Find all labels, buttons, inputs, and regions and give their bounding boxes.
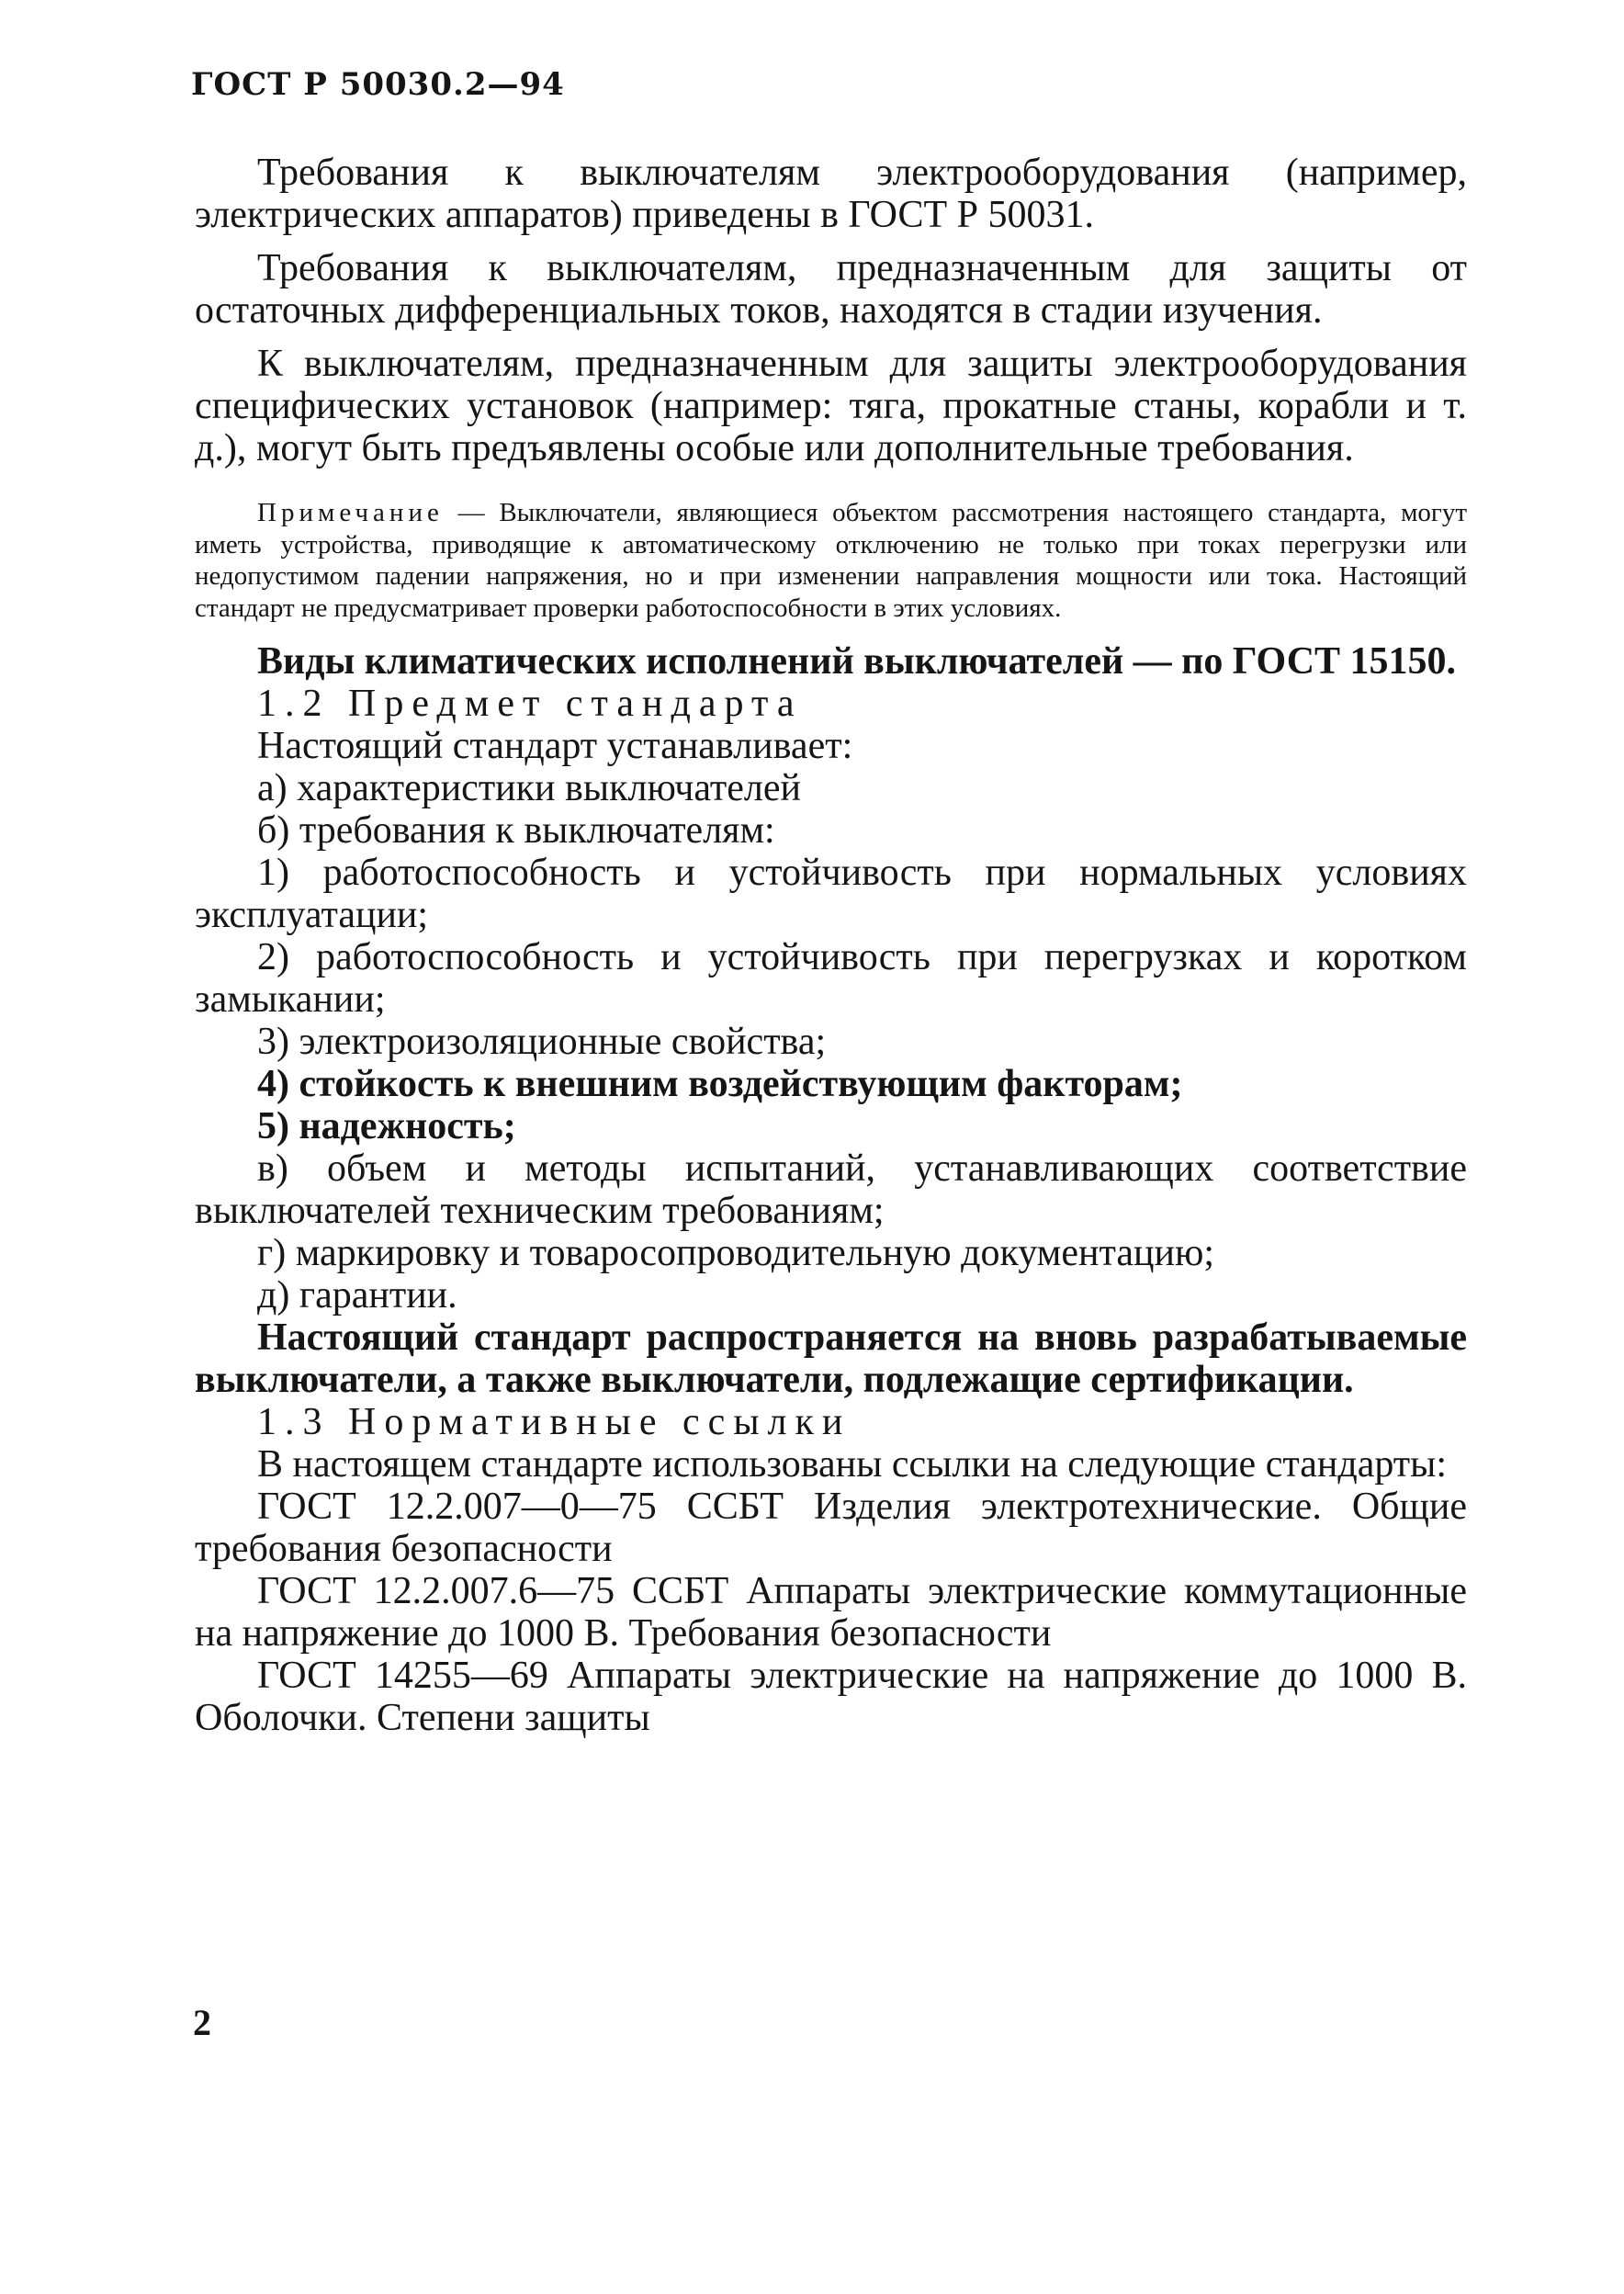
paragraph-special-installations: К выключателям, предназначенным для защиты электрооборудования специфических установок (например: тяга, прокатные станы, корабли и т. д.), могут быть предъявлены особые или дополнительные требования. [195, 343, 1467, 469]
sub-item-1: 1) работоспособность и устойчивость при нормальных условиях эксплуатации; [195, 852, 1467, 936]
reference-item: ГОСТ 12.2.007.6—75 ССБТ Аппараты электрические коммутационные на напряжение до 1000 В. Требования безопасности [195, 1570, 1467, 1655]
sub-item-5: 5) надежность; [257, 1105, 516, 1147]
section-heading-1-2: 1.2 Предмет стандарта [257, 683, 803, 725]
note-lead: Примечание [257, 498, 444, 527]
section-heading-1-3: 1.3 Нормативные ссылки [257, 1401, 851, 1443]
section-1-3-intro: В настоящем стандарте использованы ссылки на следующие стандарты: [257, 1443, 1448, 1486]
climatic-versions: Виды климатических исполнений выключателей — по ГОСТ 15150. [257, 640, 1457, 683]
paragraph-breakers-requirements: Требования к выключателям электрооборудования (например, электрических аппаратов) приведены в ГОСТ Р 50031. [195, 152, 1467, 236]
document-code: ГОСТ Р 50030.2—94 [191, 66, 565, 103]
list-item-v: в) объем и методы испытаний, устанавливающих соответствие выключателей техническим требованиям; [195, 1147, 1467, 1232]
scope-statement: Настоящий стандарт распространяется на вновь разрабатываемые выключатели, а также выключатели, подлежащие сертификации. [195, 1317, 1467, 1401]
list-item-g: г) маркировку и товаросопроводительную документацию; [257, 1232, 1215, 1274]
sub-item-4: 4) стойкость к внешним воздействующим факторам; [257, 1063, 1183, 1105]
section-1-2-intro: Настоящий стандарт устанавливает: [257, 725, 853, 767]
reference-item: ГОСТ 14255—69 Аппараты электрические на напряжение до 1000 В. Оболочки. Степени защиты [195, 1655, 1467, 1739]
sub-item-2: 2) работоспособность и устойчивость при перегрузках и коротком замыкании; [195, 936, 1467, 1021]
list-item-a: а) характеристики выключателей [257, 767, 801, 809]
note-block [195, 497, 1467, 624]
note-text: — Выключатели, являющиеся объектом рассмотрения настоящего стандарта, могут иметь устройства, приводящие к автоматическому отключению не только при токах перегрузки или недопустимом падении напряжения, но и при изменении направления мощности или тока. Настоящий стандарт не предусматривает проверки работоспособности в этих условиях. [195, 498, 1467, 623]
page-number: 2 [193, 2002, 211, 2043]
reference-item: ГОСТ 12.2.007—0—75 ССБТ Изделия электротехнические. Общие требования безопасности [195, 1486, 1467, 1570]
sub-item-3: 3) электроизоляционные свойства; [257, 1021, 827, 1063]
document-body [195, 152, 1467, 1739]
paragraph-residual-current: Требования к выключателям, предназначенным для защиты от остаточных дифференциальных токов, находятся в стадии изучения. [195, 247, 1467, 332]
list-item-d: д) гарантии. [257, 1274, 457, 1317]
list-item-b: б) требования к выключателям: [257, 809, 775, 852]
